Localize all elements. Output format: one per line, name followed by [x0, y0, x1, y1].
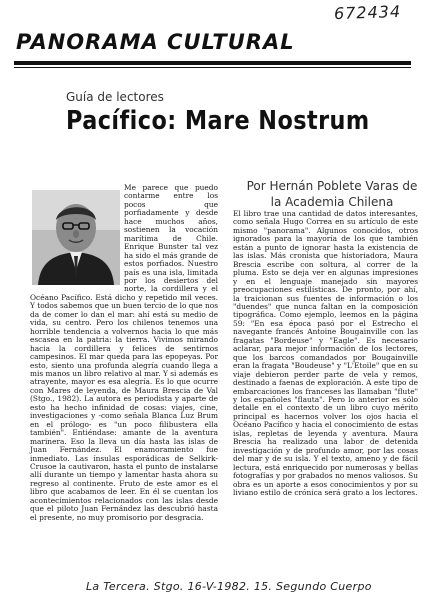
article-byline: Por Hernán Poblete Varas de la Academia Chilena	[246, 179, 418, 209]
article-headline: Pacífico: Mare Nostrum	[66, 106, 370, 136]
handwritten-source-note: La Tercera. Stgo. 16-V-1982. 15. Segundo Cuerpo	[86, 580, 372, 593]
article-body-left-column: Me parece que puedo contarme entre los pocos que porfiadamente y desde hace muchos años, sostienen la vocación marítima de Chile. Enrique Bunster tal vez ha sido el más grande de estos porfiados. Nuestro país es una isla, limitada por los desiertos del norte, la cordillera y el Océano Pacífico. Está dicho y repetido mil veces. Y todos sabemos que un buen tercio de lo que nos da de comer lo dan el mar: ahí está su medio de vida, su centro. Pero los chilenos tenemos una horrible tendencia a volvernos hacia lo que más escasea en la patria: la tierra. Vivimos mirando hacia la cordillera y felices de sentirnos campesinos. El mar queda para las epopeyas. Por esto, siento una profunda alegría cuando llega a mis manos un libro relativo al mar. Y si además es atrayente, mayor es esa alegría. Es lo que ocurre con Mares de leyenda, de Maura Brescia de Val (Stgo., 1982). La autora es periodista y aparte de esto ha hecho infinidad de cosas: viajes, cine, investigaciones y -como señala Blanca Luz Brum en el prólogo- es "un poco filibustera ella también". Entiéndase: amante de la aventura marinera. Eso la lleva un día hasta las islas de Juan Fernández. El enamoramiento fue inmediato. Las ínsulas esporádicas de Selkirk-Crusoe la cautivaron, hasta el punto de instalarse allí durante un tiempo y lamentar hasta ahora su regreso al continente. Fruto de este amor es el libro que acabamos de leer. En él se cuentan los acontecimientos relacionados con las islas desde que el piloto Juan Fernández las descubrió hasta el presente, no muy promisorio por desgracia.	[30, 183, 218, 522]
author-portrait-photo	[32, 190, 120, 285]
article-kicker: Guía de lectores	[66, 90, 164, 104]
article-body-right-column: El libro trae una cantidad de datos interesantes, como señala Hugo Correa en su artículo de este mismo "panorama". Algunos conocidos, otros ignorados para la mayoría de los que también están a punto de ignorar hasta la existencia de las islas. Más cronista que historiadora, Maura Brescia escribe con soltura, al correr de la pluma. Esto se deja ver en algunas impresiones y en el lenguaje manejado sin mayores preocupaciones estilísticas. De pronto, por ahí, la traicionan sus fuentes de información o los "duendes" que nunca faltan en la composición tipográfica. Como ejemplo, leemos en la página 59: "En esa época pasó por el Estrecho el navegante francés Antoine Bougainville con las fragatas "Bordeuse" y "Eagle". Es necesario aclarar, para mejor información de los lectores, que los barcos comandados por Bougainville eran la fragata "Boudeuse" y "L'Etoile" que en su viaje debieron perder parte de vela y remos, destinado a faenas de exploración. A este tipo de embarcaciones los franceses las llamaban "flute" y los españoles "flauta". Pero lo anterior es sólo detalle en el contexto de un libro cuyo mérito principal es hacernos volver los ojos hacia el Océano Pacífico y hacia el conocimiento de estas islas, repletas de leyenda y aventura. Maura Brescia ha realizado una labor de detenida investigación y de profundo amor, por las cosas del mar y de su isla. Y el texto, ameno y de fácil lectura, está enriquecido por numerosas y bellas fotografías y por grabados no menos valiosos. Su obra es un aporte a esos conocimientos y por su liviano estilo de crónica será grato a los lectores.	[233, 209, 418, 497]
section-title: PANORAMA CULTURAL	[16, 30, 295, 54]
handwritten-accession-number: 672434	[333, 1, 402, 24]
portrait-figure-icon	[32, 190, 120, 285]
section-rule-thick	[14, 61, 411, 65]
section-rule-thin	[14, 67, 411, 68]
